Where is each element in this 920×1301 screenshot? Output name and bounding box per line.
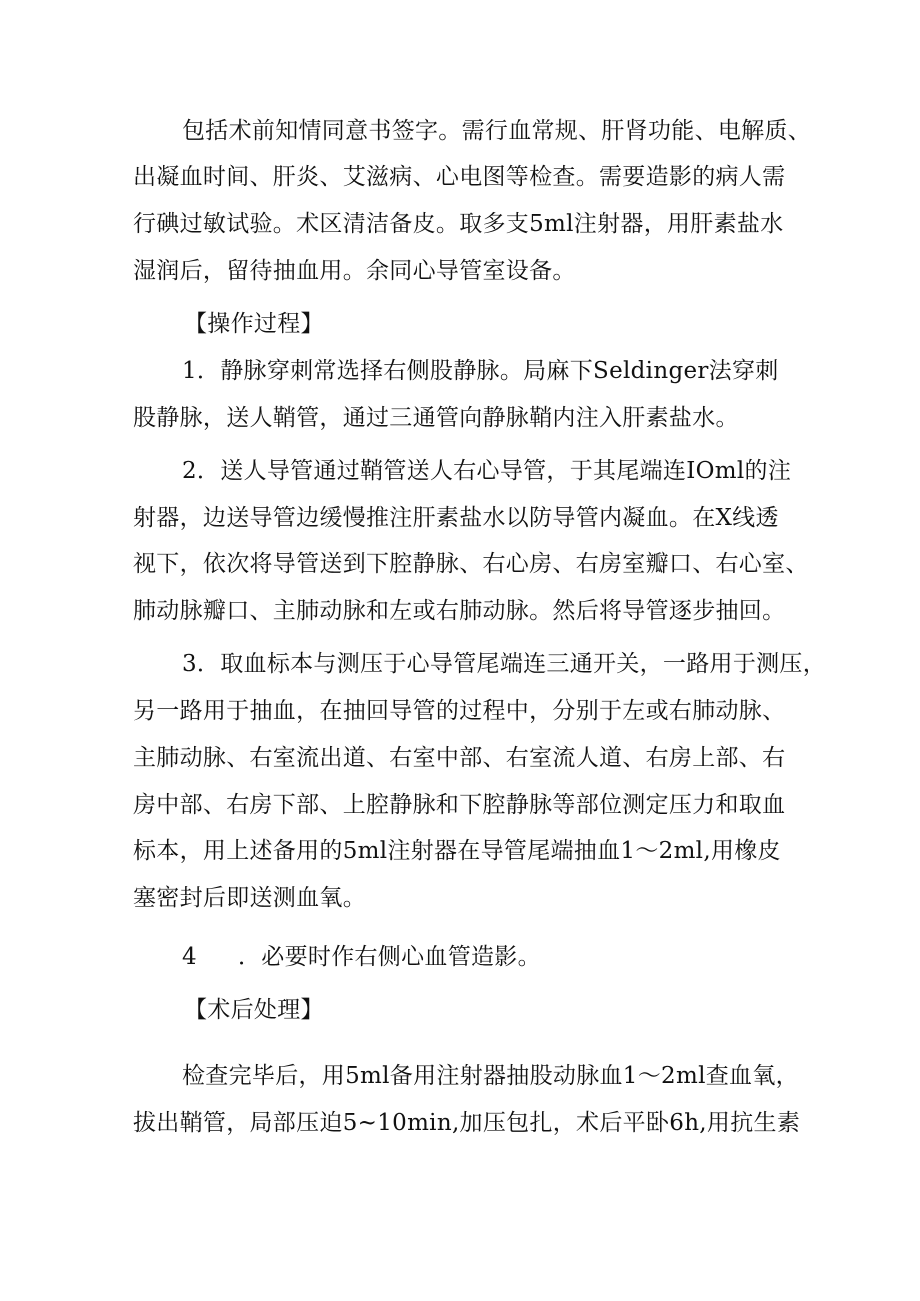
section-heading-process: 【操作过程】 — [184, 311, 324, 337]
post-line-2: 拔出鞘管，局部压迫5~10min,加压包扎，术后平卧6h,用抗生素 — [133, 1110, 801, 1136]
step2-line-1: 2．送人导管通过鞘管送人右心导管，于其尾端连IOml的注 — [182, 458, 792, 484]
step4-number: 4 — [182, 944, 197, 970]
step3-line-3: 主肺动脉、右室流出道、右室中部、右室流人道、右房上部、右 — [133, 745, 786, 771]
post-line-1: 检查完毕后，用5ml备用注射器抽股动脉血1～2ml查血氧， — [182, 1063, 799, 1089]
intro-line-3: 行碘过敏试验。术区清洁备皮。取多支5ml注射器，用肝素盐水 — [133, 211, 784, 237]
step3-line-6: 塞密封后即送测血氧。 — [133, 885, 366, 911]
step2-line-4: 肺动脉瓣口、主肺动脉和左或右肺动脉。然后将导管逐步抽回。 — [133, 598, 786, 624]
step3-line-2: 另一路用于抽血，在抽回导管的过程中，分别于左或右肺动脉、 — [133, 698, 786, 724]
intro-line-1: 包括术前知情同意书签字。需行血常规、肝肾功能、电解质、 — [182, 118, 812, 144]
step3-line-5: 标本，用上述备用的5ml注射器在导管尾端抽血1～2ml,用橡皮 — [133, 838, 781, 864]
intro-line-2: 出凝血时间、肝炎、艾滋病、心电图等检查。需要造影的病人需 — [133, 164, 786, 190]
step3-line-4: 房中部、右房下部、上腔静脉和下腔静脉等部位测定压力和取血 — [133, 792, 786, 818]
step1-line-2: 股静脉，送人鞘管，通过三通管向静脉鞘内注入肝素盐水。 — [133, 405, 739, 431]
intro-line-4: 湿润后，留待抽血用。余同心导管室设备。 — [133, 258, 576, 284]
step1-line-1: 1．静脉穿刺常选择右侧股静脉。局麻下Seldinger法穿刺 — [182, 358, 779, 384]
step4-text: ．必要时作右侧心血管造影。 — [238, 944, 541, 970]
step2-line-2: 射器，边送导管边缓慢推注肝素盐水以防导管内凝血。在X线透 — [133, 505, 779, 531]
step2-line-3: 视下，依次将导管送到下腔静脉、右心房、右房室瓣口、右心室、 — [133, 551, 809, 577]
step3-line-1: 3．取血标本与测压于心导管尾端连三通开关，一路用于测压， — [182, 651, 827, 677]
section-heading-post: 【术后处理】 — [184, 997, 324, 1023]
